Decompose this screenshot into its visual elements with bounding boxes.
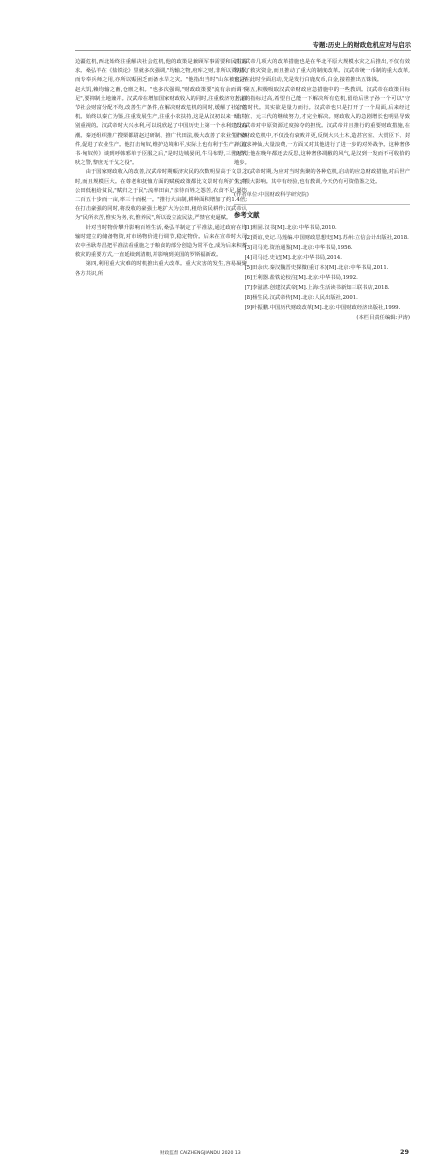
paragraph: 针对当时物价攀升影响百姓生活,桑弘羊制定了平准法,通过政府在均输时建立的储备物资,对市场物价进行调节,稳定物价。后来在宣帝时大司农中丞耿寿昌把平准法看重施之于粮食的部分创造为常平仓,成为后来积蓄救灾的重要方式,一直延续到清朝,并影响到美国的罗斯福新政。: [75, 224, 247, 259]
paragraph: 边疆危机,西北始终注重解决社会危机,他的政策是兼顾军事需要和民生需求。桑弘羊在《盐铁论》里就多次强调,"均输之物,府库之财,非所以贾万民而专奉兵师之用,亦所以赈困乏而备水旱之灾。"他指出当时"山东被灾,齐赵大饥,赖均输之畜,仓廪之积。"也多次强调,"财政政策要"流有余而调不足",要抑制土地兼并。汉武帝在增加国家财政收入的同时,注重救济穷苦,调节社会财富分配不均,改善生产条件,在解决财政危机的同时,缓解了社会危机。始终以秦亡为鉴,注重发展生产,注重小农扶持,这是从汉初以来一直特别重视的。汉武帝时大兴水利,可以说欣起了中国历史上第一个水利建设高潮。秦还组织推广搜栗都尉赵过研制、推广代田法,极大改善了农业生产条件,促进了农业生产。他打击匈奴,维护边境和平,实际上也有利于生产。《汉书·匈奴传》谈到呼韩邪单于臣服之后,"是时边城晏闭,牛马布野,三世无犬吠之警,黎庶无干戈之役"。: [75, 59, 247, 167]
reference-item: [2]贾谊,史记.马莲编.中国财政思想史[M].苏州:立信会计出版社,2018.: [244, 235, 409, 242]
paragraph: 第四,利用重大灾难的时机推出重大改革。重大灾害的发生,容易凝聚各方共识,所: [75, 261, 247, 277]
page-header: [0, 0, 427, 50]
reference-item: [7]李滋湛.创建汉武帝[M].上海:生活读书新知三联书店,2018.: [244, 285, 390, 292]
left-column: [75, 58, 247, 563]
header-divider: [75, 50, 411, 51]
paragraph: 第五,积极吸取汉武帝财政应急措施中的一些教训。汉武帝在政策目标上定的指标过高,希望自己能一下解决所有危机,留给后世子孙一个可以"守文"的时代。其实欲是量力而行。汉武帝也只是打开了一个局面,后来经过昭、宣、元三代的继续努力,才完全解决。财政收入的急剧增长也明显导致了汉武帝对中原资源过度掠夺的担忧。汉武帝并且推行的重要财政措施,在国家财政危机中,不仅没有衰败并更,反倒大兴土木,造甚宫室、大赏臣下、封禅,追求神仙,大量浪费,一方面又对其他进行了进一步的对外战争。这种奢侈浪费让他在晚年都还去反思,这种奢侈凋敝的风气,是汉到一发而不可收拾的地步。: [234, 86, 410, 167]
paragraph: 由于国家财政收入的改善,汉武帝时期赈济灾民的次数明显高于文景之时,而且规模巨大。在尊老和抚恤方面的赋税政策都比文景时有所扩大;将公田低租给贫民,"赋归之于民";流率田亩,"亲待百姓之怨苦,衣食不足,屡饬二百五十步而一亩,率三十而税一。"推行大亩制,耕种面积增加了约1.4倍;在打击豪强的同时,将没收的豪强土地扩大为公田,租给贫民耕作;汉武帝认为"民所衣苦,惟实为务,衣,惟养民",所以设立流民法,严禁官吏逼赋。: [75, 169, 247, 222]
reference-item: [8]杨生民.汉武帝传[M].北京:人民出版社,2001.: [244, 295, 358, 302]
reference-item: [5]田余庆.秦汉魏晋史探微(重订本)[M].北京:中华书局,2011.: [244, 265, 389, 272]
page-footer: [0, 574, 427, 1156]
journal-info: 财政监督 CAIZHENGJIANDU 2020 13: [160, 1151, 241, 1156]
section-title: 专题:历史上的财政危机应对与启示: [312, 41, 411, 49]
reference-item: [1]班固.汉书[M].北京:中华书局,2010.: [244, 225, 337, 232]
reference-item: [3]司马光.资治通鉴[M].北京:中华书局,1956.: [244, 245, 353, 252]
reference-item: [6]王利器.盐铁论校注[M].北京:中华书局,1992.: [244, 275, 358, 282]
author-affiliation: (作者单位:中国财政科学研究院): [234, 191, 309, 198]
right-column: [234, 58, 410, 578]
reference-item: [4]司马迁.史记[M].北京:中华书局,2014.: [244, 255, 342, 262]
editor-credit: (本栏目责任编辑:尹涛): [356, 315, 410, 322]
divider: [234, 204, 410, 205]
reference-item: [9]叶振鹏.中国历代财政改革[M].北京:中国财政经济出版社,1999.: [244, 305, 401, 312]
page-number: 29: [399, 1148, 409, 1156]
paragraph: 以汉武帝几项大的改革措施也是在华北平原大规模水灾之后推出,不仅有效筹措了救灾资金,而且推动了重大的制度改革。汉武帝统一币制的重大改革,也是在此时全面启动,先是发行白鹿皮币,白金,接着推出五铢钱。: [234, 59, 410, 84]
paragraph: 汉武帝时期,为应对当时焦聚的各种危机,启动的应急财政措施,对后世产生了很大影响。其中有经验,也有教训,今天仍有可资借鉴之处。: [234, 169, 410, 185]
references-heading: 参考文献: [234, 211, 260, 220]
references-list: [234, 223, 410, 313]
